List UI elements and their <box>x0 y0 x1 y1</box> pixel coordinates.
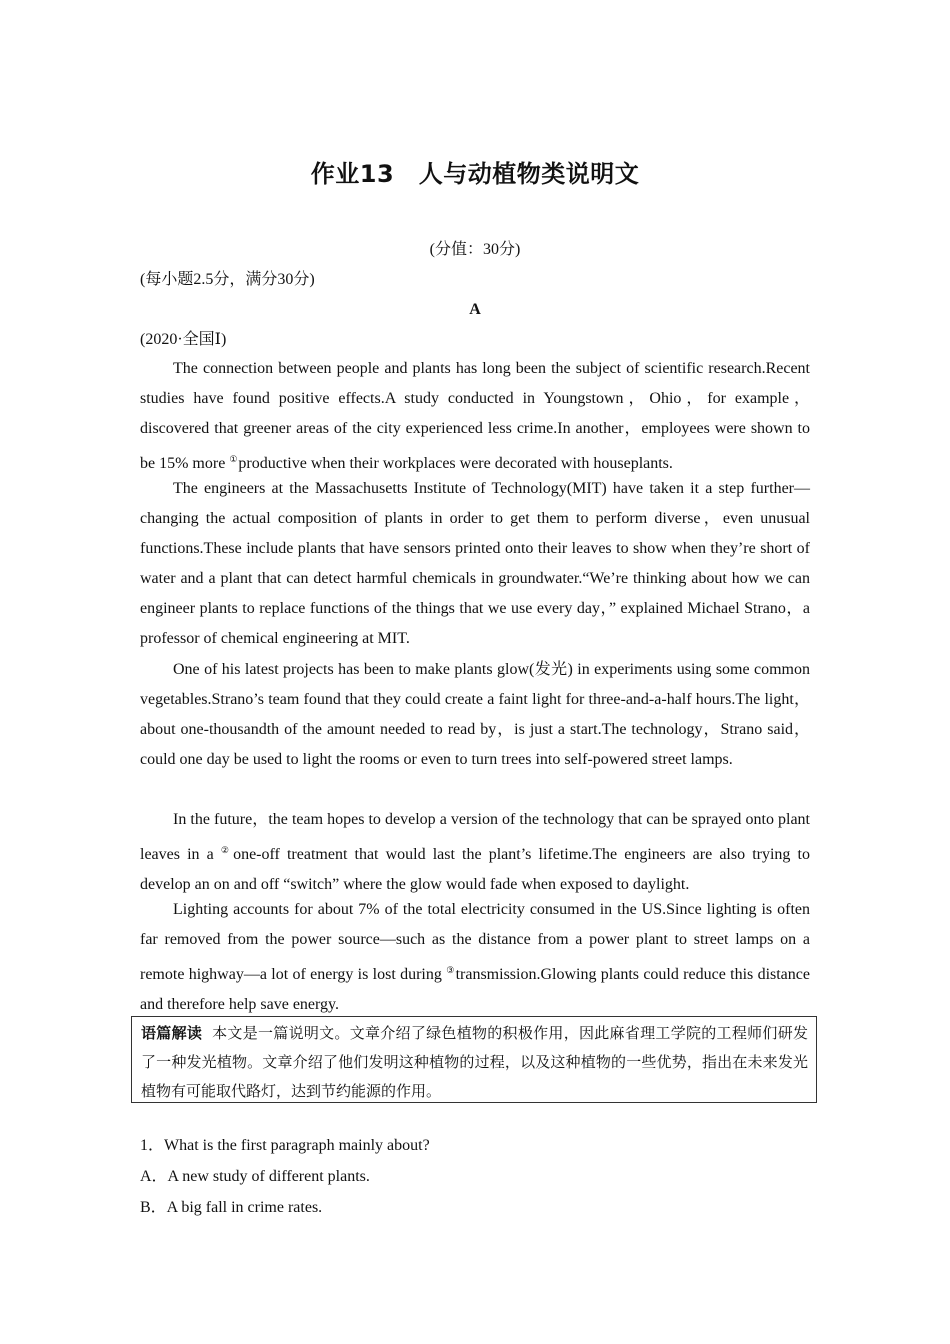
page-title: 作业13 人与动植物类说明文 <box>310 160 640 188</box>
footnote-marker-3: ③ <box>446 965 455 975</box>
question-stem: 1．What is the first paragraph mainly about? <box>140 1137 430 1154</box>
reading-analysis-box <box>131 1016 817 1103</box>
paragraph-4: In the future，the team hopes to develop a version of the technology that can be sprayed onto plant leaves in a ②one-off treatment that would last the plant’s lifetime.The engineers are also trying to develop an on and off “switch” where the glow would fade when exposed to daylight. <box>140 811 810 893</box>
score-note: (分值：30分) <box>429 241 521 258</box>
source-label: (2020·全国Ⅰ) <box>140 331 227 348</box>
section-heading: A <box>469 301 481 318</box>
paragraph-5: Lighting accounts for about 7% of the total electricity consumed in the US.Since lighting is often far removed from the power source—such as the distance from a power plant to street lamps on a remote highway—a lot of energy is lost during ③transmission.Glowing plants could reduce this distance and therefore help save energy. <box>140 901 810 1013</box>
reading-analysis-text: 本文是一篇说明文。文章介绍了绿色植物的积极作用，因此麻省理工学院的工程师们研发了一种发光植物。文章介绍了他们发明这种植物的过程，以及这种植物的一些优势，指出在未来发光植物有可能取代路灯，达到节约能源的作用。 <box>141 1024 808 1100</box>
footnote-marker-2: ② <box>220 845 233 855</box>
option-a[interactable]: A．A new study of different plants. <box>140 1168 370 1185</box>
paragraph-1: The connection between people and plants has long been the subject of scientific research.Recent studies have found positive effects.A study conducted in Youngstown，Ohio，for example，discovered that greener areas of the city experienced less crime.In another，employees were shown to be 15% more ①productive when their workplaces were decorated with houseplants. <box>140 360 810 472</box>
footnote-marker-1: ① <box>229 454 238 464</box>
subnote: (每小题2.5分，满分30分) <box>140 271 315 288</box>
reading-analysis-label: 语篇解读 <box>141 1024 203 1042</box>
option-b[interactable]: B．A big fall in crime rates. <box>140 1199 323 1216</box>
paragraph-2: The engineers at the Massachusetts Institute of Technology(MIT) have taken it a step further—changing the actual composition of plants in order to get them to perform diverse，even unusual functions.These include plants that have sensors printed onto their leaves to show when they’re short of water and a plant that can detect harmful chemicals in groundwater.“We’re thinking about how we can engineer plants to replace functions of the things that we use every day，” explained Michael Strano，a professor of chemical engineering at MIT. <box>140 480 810 647</box>
paragraph-3: One of his latest projects has been to make plants glow(发光) in experiments using some common vegetables.Strano’s team found that they could create a faint light for three-and-a-half hours.The light，about one-thousandth of the amount needed to read by，is just a start.The technology，Strano said，could one day be used to light the rooms or even to turn trees into self-powered street lamps. <box>140 661 811 768</box>
